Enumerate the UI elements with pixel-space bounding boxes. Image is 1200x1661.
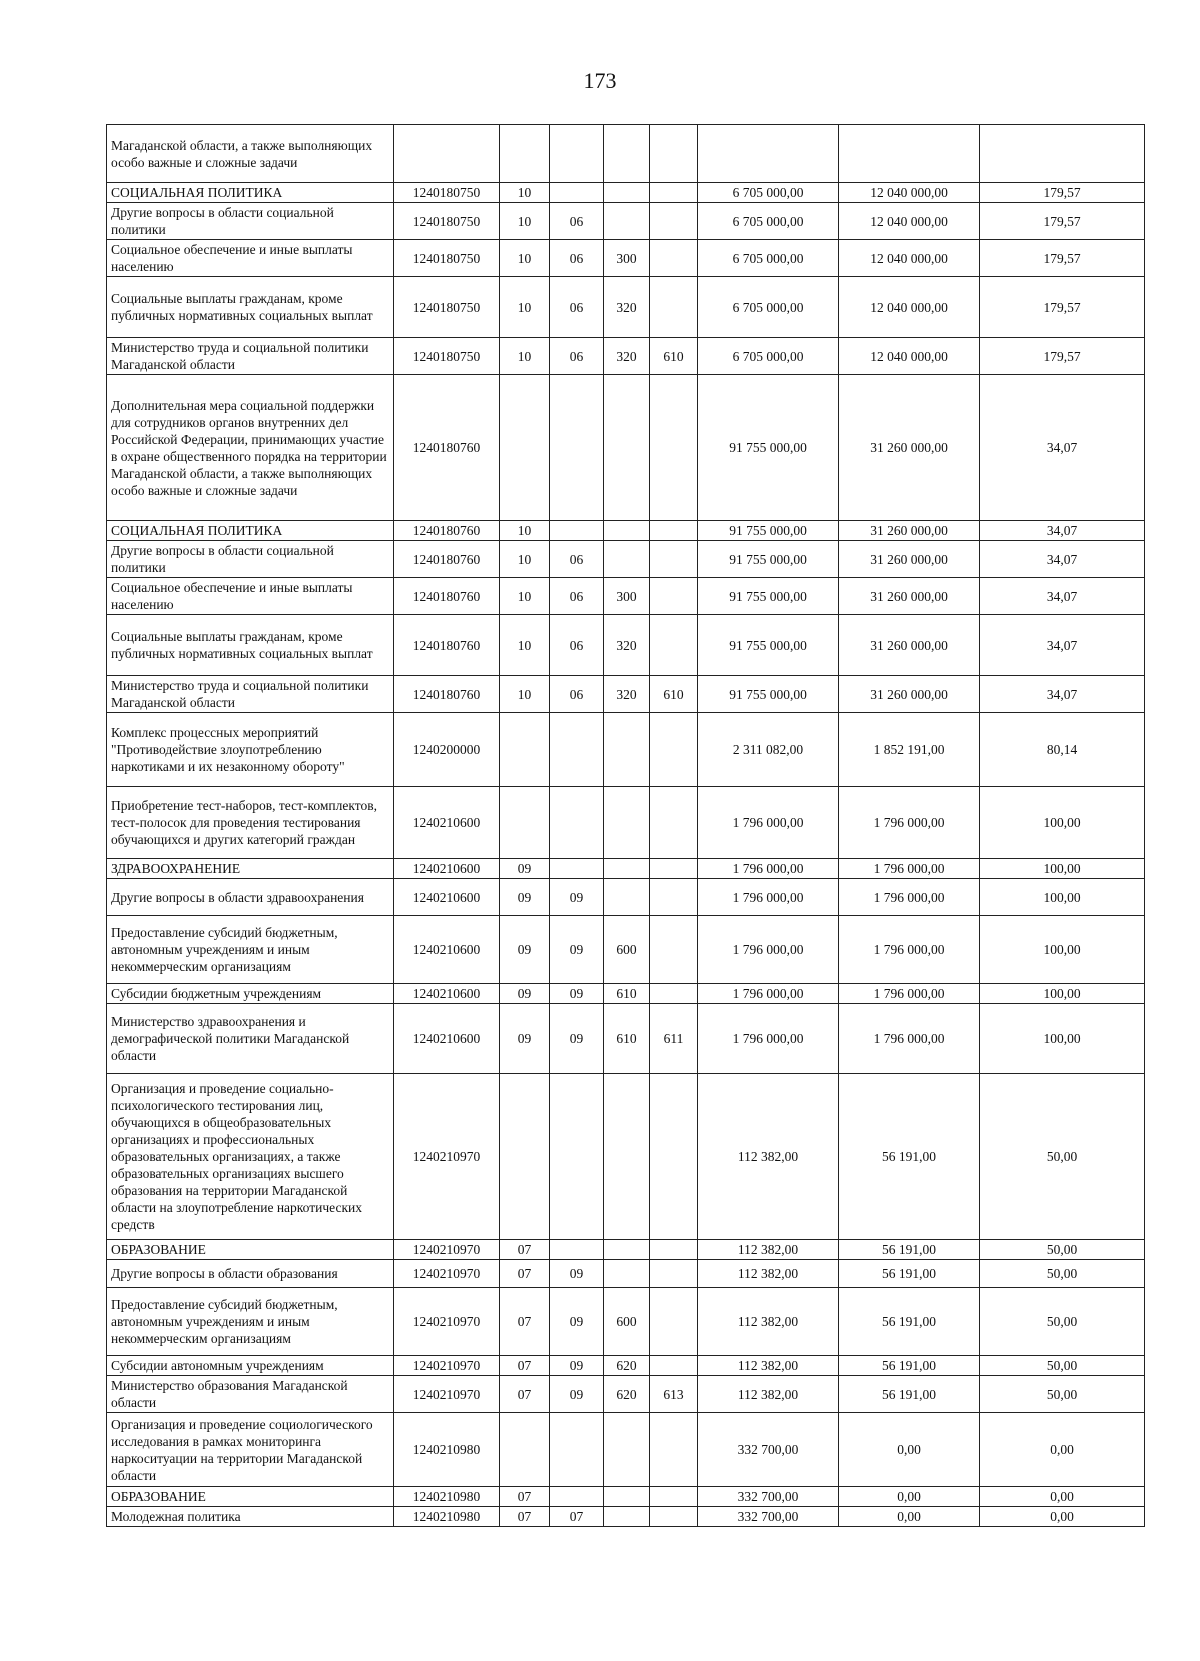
target-article-code-cell: 1240180760 (394, 676, 500, 713)
ministry-code-cell (650, 1356, 698, 1376)
planned-amount-cell: 112 382,00 (698, 1074, 839, 1240)
actual-amount-cell: 56 191,00 (839, 1356, 980, 1376)
execution-percent-cell: 100,00 (980, 859, 1145, 879)
target-article-code-cell: 1240210600 (394, 787, 500, 859)
ministry-code-cell: 611 (650, 1004, 698, 1074)
expense-type-code-cell: 620 (604, 1376, 650, 1413)
expense-type-code-cell (604, 1487, 650, 1507)
subsection-code-cell: 09 (550, 916, 604, 984)
execution-percent-cell: 0,00 (980, 1507, 1145, 1527)
subsection-code-cell: 06 (550, 676, 604, 713)
planned-amount-cell: 1 796 000,00 (698, 1004, 839, 1074)
target-article-code-cell: 1240210600 (394, 1004, 500, 1074)
section-code-cell (500, 1413, 550, 1487)
table-row (107, 1507, 1145, 1527)
planned-amount-cell (698, 125, 839, 183)
section-code-cell (500, 713, 550, 787)
execution-percent-cell: 50,00 (980, 1356, 1145, 1376)
row-name-cell: Магаданской области, а также выполняющих особо важные и сложные задачи (107, 125, 394, 183)
ministry-code-cell: 610 (650, 676, 698, 713)
table-row (107, 578, 1145, 615)
table-row (107, 984, 1145, 1004)
expense-type-code-cell: 610 (604, 1004, 650, 1074)
target-article-code-cell: 1240180760 (394, 375, 500, 521)
execution-percent-cell: 34,07 (980, 676, 1145, 713)
expense-type-code-cell (604, 521, 650, 541)
expense-type-code-cell (604, 879, 650, 916)
actual-amount-cell: 31 260 000,00 (839, 615, 980, 676)
expense-type-code-cell: 320 (604, 277, 650, 338)
target-article-code-cell: 1240210970 (394, 1376, 500, 1413)
planned-amount-cell: 112 382,00 (698, 1240, 839, 1260)
ministry-code-cell (650, 375, 698, 521)
actual-amount-cell: 31 260 000,00 (839, 578, 980, 615)
ministry-code-cell (650, 183, 698, 203)
row-name-cell: Субсидии бюджетным учреждениям (107, 984, 394, 1004)
section-code-cell: 09 (500, 859, 550, 879)
row-name-cell: Социальные выплаты гражданам, кроме публичных нормативных социальных выплат (107, 277, 394, 338)
target-article-code-cell: 1240180750 (394, 277, 500, 338)
section-code-cell: 09 (500, 1004, 550, 1074)
ministry-code-cell (650, 787, 698, 859)
execution-percent-cell: 179,57 (980, 240, 1145, 277)
ministry-code-cell (650, 615, 698, 676)
table-row (107, 879, 1145, 916)
execution-percent-cell (980, 125, 1145, 183)
target-article-code-cell: 1240180750 (394, 338, 500, 375)
section-code-cell: 07 (500, 1507, 550, 1527)
section-code-cell: 10 (500, 676, 550, 713)
subsection-code-cell: 09 (550, 1288, 604, 1356)
planned-amount-cell: 112 382,00 (698, 1356, 839, 1376)
actual-amount-cell: 0,00 (839, 1487, 980, 1507)
target-article-code-cell: 1240200000 (394, 713, 500, 787)
subsection-code-cell: 09 (550, 879, 604, 916)
actual-amount-cell: 31 260 000,00 (839, 541, 980, 578)
actual-amount-cell: 12 040 000,00 (839, 183, 980, 203)
actual-amount-cell: 12 040 000,00 (839, 338, 980, 375)
subsection-code-cell: 06 (550, 203, 604, 240)
expense-type-code-cell (604, 1507, 650, 1527)
section-code-cell: 07 (500, 1487, 550, 1507)
table-row (107, 916, 1145, 984)
subsection-code-cell (550, 859, 604, 879)
actual-amount-cell: 56 191,00 (839, 1288, 980, 1356)
execution-percent-cell: 0,00 (980, 1487, 1145, 1507)
planned-amount-cell: 2 311 082,00 (698, 713, 839, 787)
execution-percent-cell: 50,00 (980, 1074, 1145, 1240)
target-article-code-cell: 1240210970 (394, 1288, 500, 1356)
table-row (107, 203, 1145, 240)
actual-amount-cell: 56 191,00 (839, 1074, 980, 1240)
section-code-cell (500, 787, 550, 859)
table-row (107, 375, 1145, 521)
actual-amount-cell: 1 796 000,00 (839, 984, 980, 1004)
table-row (107, 277, 1145, 338)
row-name-cell: Министерство здравоохранения и демографической политики Магаданской области (107, 1004, 394, 1074)
planned-amount-cell: 91 755 000,00 (698, 676, 839, 713)
row-name-cell: Приобретение тест-наборов, тест-комплектов, тест-полосок для проведения тестирования обучающихся и других категорий граждан (107, 787, 394, 859)
ministry-code-cell (650, 1487, 698, 1507)
execution-percent-cell: 100,00 (980, 879, 1145, 916)
table-row (107, 1288, 1145, 1356)
subsection-code-cell (550, 1074, 604, 1240)
planned-amount-cell: 112 382,00 (698, 1288, 839, 1356)
table-row (107, 859, 1145, 879)
section-code-cell: 09 (500, 916, 550, 984)
row-name-cell: Субсидии автономным учреждениям (107, 1356, 394, 1376)
subsection-code-cell: 06 (550, 338, 604, 375)
section-code-cell: 10 (500, 521, 550, 541)
planned-amount-cell: 6 705 000,00 (698, 203, 839, 240)
ministry-code-cell (650, 1240, 698, 1260)
target-article-code-cell: 1240180750 (394, 183, 500, 203)
row-name-cell: Предоставление субсидий бюджетным, автономным учреждениям и иным некоммерческим организациям (107, 1288, 394, 1356)
execution-percent-cell: 100,00 (980, 916, 1145, 984)
subsection-code-cell (550, 375, 604, 521)
planned-amount-cell: 112 382,00 (698, 1260, 839, 1288)
actual-amount-cell: 56 191,00 (839, 1376, 980, 1413)
actual-amount-cell: 1 796 000,00 (839, 916, 980, 984)
execution-percent-cell: 34,07 (980, 375, 1145, 521)
planned-amount-cell: 6 705 000,00 (698, 240, 839, 277)
target-article-code-cell: 1240210980 (394, 1487, 500, 1507)
expense-type-code-cell: 320 (604, 338, 650, 375)
execution-percent-cell: 50,00 (980, 1376, 1145, 1413)
target-article-code-cell: 1240210600 (394, 984, 500, 1004)
subsection-code-cell: 06 (550, 240, 604, 277)
expense-type-code-cell (604, 375, 650, 521)
execution-percent-cell: 0,00 (980, 1413, 1145, 1487)
expense-type-code-cell: 600 (604, 1288, 650, 1356)
row-name-cell: Другие вопросы в области здравоохранения (107, 879, 394, 916)
table-row (107, 787, 1145, 859)
actual-amount-cell (839, 125, 980, 183)
table-body (107, 125, 1145, 1527)
execution-percent-cell: 50,00 (980, 1240, 1145, 1260)
subsection-code-cell: 06 (550, 615, 604, 676)
row-name-cell: ОБРАЗОВАНИЕ (107, 1240, 394, 1260)
expense-type-code-cell: 620 (604, 1356, 650, 1376)
planned-amount-cell: 1 796 000,00 (698, 916, 839, 984)
expense-type-code-cell (604, 1074, 650, 1240)
ministry-code-cell (650, 1507, 698, 1527)
planned-amount-cell: 91 755 000,00 (698, 578, 839, 615)
actual-amount-cell: 1 796 000,00 (839, 787, 980, 859)
execution-percent-cell: 100,00 (980, 787, 1145, 859)
section-code-cell: 10 (500, 615, 550, 676)
target-article-code-cell: 1240210600 (394, 916, 500, 984)
expense-type-code-cell: 320 (604, 615, 650, 676)
target-article-code-cell: 1240210970 (394, 1356, 500, 1376)
ministry-code-cell (650, 984, 698, 1004)
subsection-code-cell (550, 713, 604, 787)
expense-type-code-cell (604, 1260, 650, 1288)
expense-type-code-cell (604, 1240, 650, 1260)
subsection-code-cell: 06 (550, 277, 604, 338)
expense-type-code-cell: 600 (604, 916, 650, 984)
row-name-cell: Министерство труда и социальной политики Магаданской области (107, 676, 394, 713)
actual-amount-cell: 1 796 000,00 (839, 879, 980, 916)
section-code-cell: 09 (500, 984, 550, 1004)
target-article-code-cell (394, 125, 500, 183)
section-code-cell (500, 1074, 550, 1240)
row-name-cell: Социальное обеспечение и иные выплаты населению (107, 240, 394, 277)
planned-amount-cell: 91 755 000,00 (698, 375, 839, 521)
planned-amount-cell: 1 796 000,00 (698, 879, 839, 916)
planned-amount-cell: 91 755 000,00 (698, 541, 839, 578)
actual-amount-cell: 56 191,00 (839, 1240, 980, 1260)
section-code-cell (500, 375, 550, 521)
table-row (107, 713, 1145, 787)
ministry-code-cell (650, 578, 698, 615)
planned-amount-cell: 112 382,00 (698, 1376, 839, 1413)
section-code-cell: 10 (500, 183, 550, 203)
ministry-code-cell (650, 125, 698, 183)
ministry-code-cell (650, 541, 698, 578)
subsection-code-cell: 09 (550, 1356, 604, 1376)
expense-type-code-cell (604, 787, 650, 859)
table-row (107, 1004, 1145, 1074)
expense-type-code-cell: 300 (604, 240, 650, 277)
table-row (107, 1413, 1145, 1487)
table-row (107, 1376, 1145, 1413)
table-row (107, 1356, 1145, 1376)
ministry-code-cell (650, 859, 698, 879)
row-name-cell: Организация и проведение социологического исследования в рамках мониторинга наркоситуации на территории Магаданской области (107, 1413, 394, 1487)
actual-amount-cell: 1 852 191,00 (839, 713, 980, 787)
table-row (107, 676, 1145, 713)
table-row (107, 1074, 1145, 1240)
row-name-cell: Другие вопросы в области социальной политики (107, 541, 394, 578)
expense-type-code-cell (604, 183, 650, 203)
ministry-code-cell (650, 879, 698, 916)
section-code-cell: 10 (500, 541, 550, 578)
ministry-code-cell: 610 (650, 338, 698, 375)
execution-percent-cell: 80,14 (980, 713, 1145, 787)
row-name-cell: Молодежная политика (107, 1507, 394, 1527)
subsection-code-cell (550, 1413, 604, 1487)
subsection-code-cell (550, 521, 604, 541)
page-number: 173 (583, 68, 617, 93)
execution-percent-cell: 179,57 (980, 203, 1145, 240)
subsection-code-cell: 07 (550, 1507, 604, 1527)
target-article-code-cell: 1240210980 (394, 1507, 500, 1527)
subsection-code-cell (550, 183, 604, 203)
expense-type-code-cell (604, 859, 650, 879)
row-name-cell: Министерство образования Магаданской области (107, 1376, 394, 1413)
actual-amount-cell: 0,00 (839, 1413, 980, 1487)
section-code-cell: 10 (500, 240, 550, 277)
section-code-cell (500, 125, 550, 183)
subsection-code-cell: 09 (550, 1260, 604, 1288)
expense-type-code-cell: 320 (604, 676, 650, 713)
expense-type-code-cell (604, 541, 650, 578)
section-code-cell: 07 (500, 1288, 550, 1356)
actual-amount-cell: 31 260 000,00 (839, 375, 980, 521)
section-code-cell: 10 (500, 338, 550, 375)
execution-percent-cell: 179,57 (980, 338, 1145, 375)
subsection-code-cell (550, 1240, 604, 1260)
table-row (107, 125, 1145, 183)
row-name-cell: Дополнительная мера социальной поддержки для сотрудников органов внутренних дел Российской Федерации, принимающих участие в охране общественного порядка на территории Магаданской области, а также выполняющих особо важные и сложные задачи (107, 375, 394, 521)
section-code-cell: 07 (500, 1240, 550, 1260)
execution-percent-cell: 100,00 (980, 1004, 1145, 1074)
execution-percent-cell: 179,57 (980, 183, 1145, 203)
table-row (107, 183, 1145, 203)
ministry-code-cell (650, 1260, 698, 1288)
subsection-code-cell (550, 1487, 604, 1507)
row-name-cell: Комплекс процессных мероприятий "Противодействие злоупотреблению наркотиками и их незаконному обороту" (107, 713, 394, 787)
ministry-code-cell (650, 916, 698, 984)
row-name-cell: ЗДРАВООХРАНЕНИЕ (107, 859, 394, 879)
ministry-code-cell (650, 203, 698, 240)
actual-amount-cell: 56 191,00 (839, 1260, 980, 1288)
ministry-code-cell (650, 1288, 698, 1356)
target-article-code-cell: 1240210970 (394, 1074, 500, 1240)
planned-amount-cell: 91 755 000,00 (698, 615, 839, 676)
row-name-cell: СОЦИАЛЬНАЯ ПОЛИТИКА (107, 521, 394, 541)
planned-amount-cell: 6 705 000,00 (698, 277, 839, 338)
actual-amount-cell: 12 040 000,00 (839, 240, 980, 277)
execution-percent-cell: 50,00 (980, 1288, 1145, 1356)
actual-amount-cell: 31 260 000,00 (839, 676, 980, 713)
expense-type-code-cell (604, 125, 650, 183)
table-row (107, 1487, 1145, 1507)
row-name-cell: Другие вопросы в области социальной политики (107, 203, 394, 240)
table-row (107, 1240, 1145, 1260)
subsection-code-cell: 06 (550, 541, 604, 578)
execution-percent-cell: 34,07 (980, 615, 1145, 676)
planned-amount-cell: 332 700,00 (698, 1413, 839, 1487)
subsection-code-cell: 09 (550, 1376, 604, 1413)
table-row (107, 240, 1145, 277)
execution-percent-cell: 34,07 (980, 578, 1145, 615)
row-name-cell: Социальное обеспечение и иные выплаты населению (107, 578, 394, 615)
planned-amount-cell: 6 705 000,00 (698, 183, 839, 203)
subsection-code-cell: 09 (550, 984, 604, 1004)
planned-amount-cell: 1 796 000,00 (698, 859, 839, 879)
row-name-cell: Социальные выплаты гражданам, кроме публичных нормативных социальных выплат (107, 615, 394, 676)
planned-amount-cell: 6 705 000,00 (698, 338, 839, 375)
actual-amount-cell: 12 040 000,00 (839, 203, 980, 240)
subsection-code-cell (550, 125, 604, 183)
expense-type-code-cell (604, 1413, 650, 1487)
planned-amount-cell: 1 796 000,00 (698, 787, 839, 859)
section-code-cell: 10 (500, 203, 550, 240)
row-name-cell: ОБРАЗОВАНИЕ (107, 1487, 394, 1507)
row-name-cell: Другие вопросы в области образования (107, 1260, 394, 1288)
row-name-cell: Министерство труда и социальной политики Магаданской области (107, 338, 394, 375)
target-article-code-cell: 1240180750 (394, 203, 500, 240)
actual-amount-cell: 1 796 000,00 (839, 1004, 980, 1074)
planned-amount-cell: 332 700,00 (698, 1487, 839, 1507)
section-code-cell: 10 (500, 578, 550, 615)
row-name-cell: СОЦИАЛЬНАЯ ПОЛИТИКА (107, 183, 394, 203)
section-code-cell: 07 (500, 1260, 550, 1288)
target-article-code-cell: 1240180760 (394, 521, 500, 541)
execution-percent-cell: 50,00 (980, 1260, 1145, 1288)
target-article-code-cell: 1240180760 (394, 578, 500, 615)
execution-percent-cell: 34,07 (980, 541, 1145, 578)
planned-amount-cell: 91 755 000,00 (698, 521, 839, 541)
planned-amount-cell: 332 700,00 (698, 1507, 839, 1527)
execution-percent-cell: 34,07 (980, 521, 1145, 541)
ministry-code-cell (650, 713, 698, 787)
ministry-code-cell: 613 (650, 1376, 698, 1413)
expense-type-code-cell: 300 (604, 578, 650, 615)
table-row (107, 541, 1145, 578)
table-row (107, 615, 1145, 676)
ministry-code-cell (650, 521, 698, 541)
actual-amount-cell: 31 260 000,00 (839, 521, 980, 541)
section-code-cell: 07 (500, 1376, 550, 1413)
expense-type-code-cell: 610 (604, 984, 650, 1004)
table-row (107, 521, 1145, 541)
budget-table (106, 124, 1145, 1527)
subsection-code-cell: 09 (550, 1004, 604, 1074)
ministry-code-cell (650, 240, 698, 277)
target-article-code-cell: 1240210600 (394, 859, 500, 879)
section-code-cell: 07 (500, 1356, 550, 1376)
target-article-code-cell: 1240180750 (394, 240, 500, 277)
execution-percent-cell: 100,00 (980, 984, 1145, 1004)
expense-type-code-cell (604, 203, 650, 240)
row-name-cell: Предоставление субсидий бюджетным, автономным учреждениям и иным некоммерческим организациям (107, 916, 394, 984)
section-code-cell: 10 (500, 277, 550, 338)
execution-percent-cell: 179,57 (980, 277, 1145, 338)
ministry-code-cell (650, 1413, 698, 1487)
row-name-cell: Организация и проведение социально-психологического тестирования лиц, обучающихся в общеобразовательных организациях и профессиональных образовательных организациях, а также образовательных организациях высшего образования на территории Магаданской области на злоупотребление наркотических средств (107, 1074, 394, 1240)
planned-amount-cell: 1 796 000,00 (698, 984, 839, 1004)
actual-amount-cell: 12 040 000,00 (839, 277, 980, 338)
target-article-code-cell: 1240210980 (394, 1413, 500, 1487)
ministry-code-cell (650, 277, 698, 338)
target-article-code-cell: 1240210970 (394, 1260, 500, 1288)
target-article-code-cell: 1240180760 (394, 541, 500, 578)
actual-amount-cell: 0,00 (839, 1507, 980, 1527)
target-article-code-cell: 1240180760 (394, 615, 500, 676)
expense-type-code-cell (604, 713, 650, 787)
table-row (107, 338, 1145, 375)
table-row (107, 1260, 1145, 1288)
subsection-code-cell (550, 787, 604, 859)
subsection-code-cell: 06 (550, 578, 604, 615)
ministry-code-cell (650, 1074, 698, 1240)
actual-amount-cell: 1 796 000,00 (839, 859, 980, 879)
section-code-cell: 09 (500, 879, 550, 916)
target-article-code-cell: 1240210600 (394, 879, 500, 916)
target-article-code-cell: 1240210970 (394, 1240, 500, 1260)
